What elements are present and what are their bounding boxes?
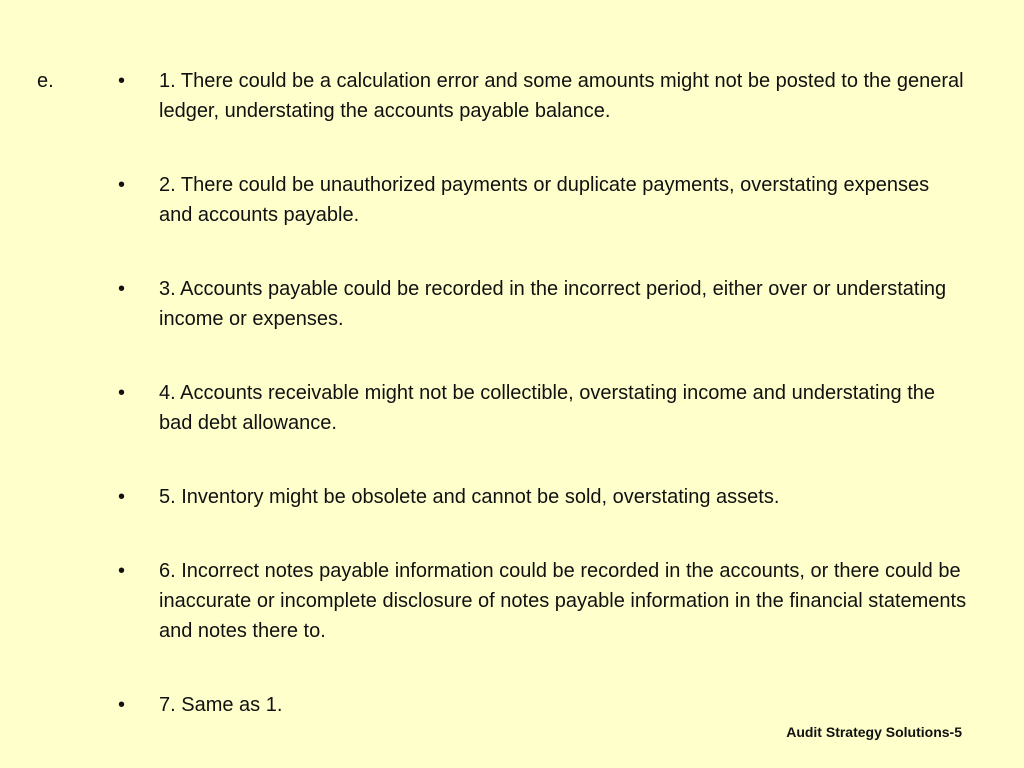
- section-marker: e.: [37, 70, 54, 92]
- list-item: [118, 274, 968, 334]
- list-item: [118, 690, 968, 720]
- list-item-text: 2. There could be unauthorized payments or duplicate payments, overstating expenses and accounts payable.: [159, 174, 930, 226]
- list-item: [118, 556, 968, 646]
- bullet-icon: •: [118, 560, 126, 582]
- list-item-text: 7. Same as 1.: [159, 694, 283, 716]
- list-item: [118, 378, 968, 438]
- bullet-list: [118, 66, 968, 720]
- slide-footer: Audit Strategy Solutions-5: [786, 724, 962, 740]
- list-item-text: 6. Incorrect notes payable information could be recorded in the accounts, or there could be inaccurate or incomplete disclosure of notes payable information in the financial statements and notes there to.: [159, 560, 967, 642]
- list-item: [118, 66, 968, 126]
- list-item: [118, 170, 968, 230]
- list-item-text: 1. There could be a calculation error and some amounts might not be posted to the general ledger, understating the accounts payable balance.: [159, 70, 964, 122]
- list-item-text: 5. Inventory might be obsolete and cannot be sold, overstating assets.: [159, 486, 780, 508]
- list-item-text: 3. Accounts payable could be recorded in the incorrect period, either over or understating income or expenses.: [159, 278, 947, 330]
- bullet-icon: •: [118, 382, 126, 404]
- bullet-icon: •: [118, 694, 126, 716]
- bullet-icon: •: [118, 174, 126, 196]
- bullet-icon: •: [118, 278, 126, 300]
- bullet-icon: •: [118, 70, 126, 92]
- bullet-icon: •: [118, 486, 126, 508]
- list-item-text: 4. Accounts receivable might not be collectible, overstating income and understating the bad debt allowance.: [159, 382, 936, 434]
- list-item: [118, 482, 968, 512]
